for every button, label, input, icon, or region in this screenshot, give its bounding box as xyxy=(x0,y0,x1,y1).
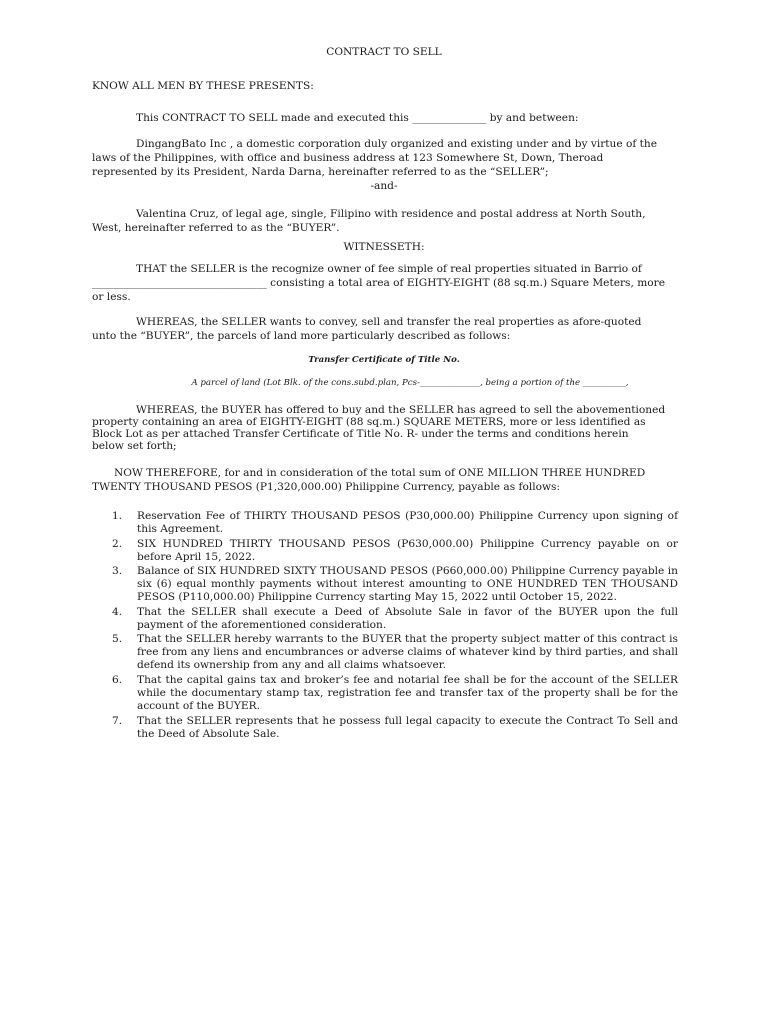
list-item-number: 3. xyxy=(112,565,123,578)
whereas-line: WHEREAS, the BUYER has offered to buy and the SELLER has agreed to sell the abovementioned xyxy=(136,404,666,416)
ownership-line: or less. xyxy=(92,291,131,303)
list-item-text: That the SELLER shall execute a Deed of Absolute Sale in favor of the BUYER upon the full payment of the aforementioned consideration. xyxy=(137,605,678,631)
list-item-number: 1. xyxy=(112,510,123,522)
witnesseth-heading: WITNESSETH: xyxy=(343,241,425,253)
seller-line: DingangBato Inc , a domestic corporation duly organized and existing under and by virtue of the xyxy=(136,138,658,150)
consideration-line: TWENTY THOUSAND PESOS (P1,320,000.00) Philippine Currency, payable as follows: xyxy=(92,481,561,493)
whereas-line: property containing an area of EIGHTY-EIGHT (88 sq.m.) SQUARE METERS, more or less identified as xyxy=(92,416,646,428)
seller-line: represented by its President, Narda Darna, hereinafter referred to as the “SELLER”; xyxy=(92,166,549,178)
list-item-text: SIX HUNDRED THIRTY THOUSAND PESOS (P630,000.00) Philippine Currency payable on or before April 15, 2022. xyxy=(137,537,678,563)
buyer-line: West, hereinafter referred to as the “BUYER”. xyxy=(92,222,340,234)
list-item xyxy=(104,538,678,564)
list-item-text: Balance of SIX HUNDRED SIXTY THOUSAND PESOS (P660,000.00) Philippine Currency payable in six (6) equal monthly payments without interest amounting to ONE HUNDRED TEN THOUSAND PESOS (P110,000.00) Philippine Currency starting May 15, 2022 until October 15, 2022. xyxy=(137,565,678,604)
whereas-line: unto the “BUYER”, the parcels of land more particularly described as follows: xyxy=(92,330,511,342)
opening-clause: This CONTRACT TO SELL made and executed this ______________ by and between: xyxy=(136,112,579,124)
payment-terms-list xyxy=(104,510,678,742)
list-item xyxy=(104,633,678,672)
parcel-description: A parcel of land (Lot Blk. of the cons.subd.plan, Pcs-______________, being a portion of the __________, xyxy=(191,378,629,388)
list-item-text: That the SELLER hereby warrants to the BUYER that the property subject matter of this contract is free from any liens and encumbrances or adverse claims of whatever kind by third parties, and shall defend its ownership from any and all claims whatsoever. xyxy=(137,633,678,672)
list-item-number: 6. xyxy=(112,673,123,686)
list-item xyxy=(104,674,678,713)
list-item-number: 5. xyxy=(112,633,123,646)
list-item xyxy=(104,510,678,536)
list-item-text: Reservation Fee of THIRTY THOUSAND PESOS (P30,000.00) Philippine Currency upon signing of this Agreement. xyxy=(137,510,678,535)
list-item xyxy=(104,606,678,632)
seller-line: laws of the Philippines, with office and business address at 123 Somewhere St, Down, Theroad xyxy=(92,152,604,164)
list-item-number: 4. xyxy=(112,605,123,618)
buyer-line: Valentina Cruz, of legal age, single, Filipino with residence and postal address at North South, xyxy=(136,208,646,220)
whereas-line: below set forth; xyxy=(92,440,177,452)
list-item-number: 2. xyxy=(112,537,123,550)
list-item xyxy=(104,715,678,741)
whereas-line: WHEREAS, the SELLER wants to convey, sell and transfer the real properties as afore-quoted xyxy=(136,316,642,328)
document-title: CONTRACT TO SELL xyxy=(326,46,442,58)
and-separator: -and- xyxy=(370,180,398,192)
list-item-number: 7. xyxy=(112,714,123,727)
ownership-line: _________________________________ consisting a total area of EIGHTY-EIGHT (88 sq.m.) Square Meters, more xyxy=(92,277,665,289)
list-item xyxy=(104,565,678,604)
list-item-text: That the SELLER represents that he possess full legal capacity to execute the Contract To Sell and the Deed of Absolute Sale. xyxy=(137,714,678,740)
whereas-line: Block Lot as per attached Transfer Certificate of Title No. R- under the terms and conditions herein xyxy=(92,428,629,440)
list-item-text: That the capital gains tax and broker’s fee and notarial fee shall be for the account of the SELLER while the documentary stamp tax, registration fee and transfer tax of the property shall be for the account of the BUYER. xyxy=(137,673,678,712)
tct-heading: Transfer Certificate of Title No. xyxy=(308,355,460,365)
intro-heading: KNOW ALL MEN BY THESE PRESENTS: xyxy=(92,80,314,92)
consideration-line: NOW THEREFORE, for and in consideration of the total sum of ONE MILLION THREE HUNDRED xyxy=(114,467,646,479)
ownership-line: THAT the SELLER is the recognize owner of fee simple of real properties situated in Barrio of xyxy=(136,263,642,275)
